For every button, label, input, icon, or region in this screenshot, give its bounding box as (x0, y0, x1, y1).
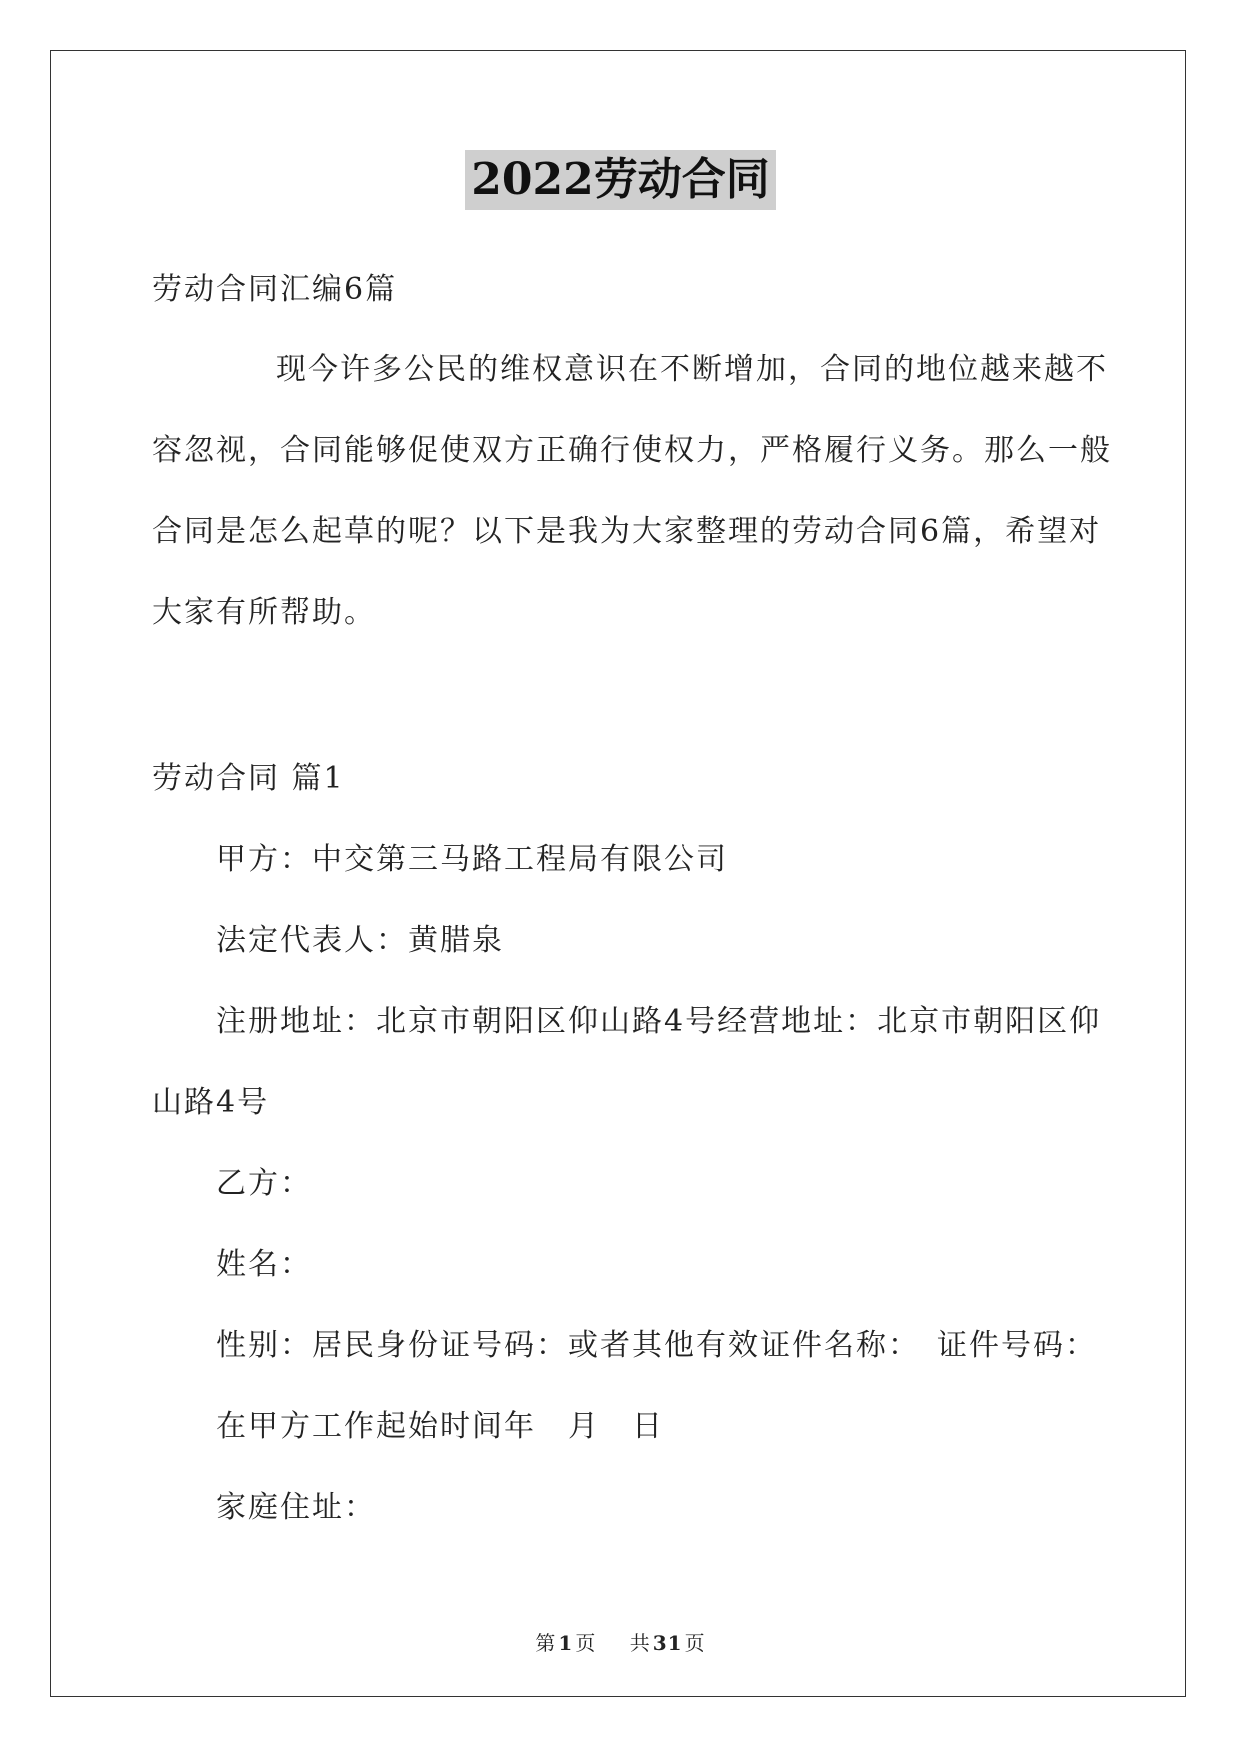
address-line: 注册地址：北京市朝阳区仰山路4号经营地址：北京市朝阳区仰 (216, 1004, 1102, 1039)
footer-total-suffix: 页 (684, 1631, 706, 1655)
legal-rep-line: 法定代表人：黄腊泉 (216, 923, 504, 958)
title-wrap (0, 150, 1241, 210)
address-continued-line: 山路4号 (152, 1085, 270, 1120)
start-date-line: 在甲方工作起始时间年 月 日 (216, 1409, 664, 1444)
footer-total-pages: 31 (652, 1631, 683, 1655)
intro-line: 现今许多公民的维权意识在不断增加，合同的地位越来越不 (276, 352, 1108, 387)
subtitle: 劳动合同汇编6篇 (152, 272, 398, 307)
intro-paragraph (152, 350, 1112, 674)
intro-line: 容忽视，合同能够促使双方正确行使权力，严格履行义务。那么一般 (152, 433, 1112, 468)
id-info-line: 性别：居民身份证号码：或者其他有效证件名称： 证件号码： (216, 1328, 1097, 1363)
intro-line: 合同是怎么起草的呢？以下是我为大家整理的劳动合同6篇，希望对 (152, 514, 1102, 549)
footer-prefix: 第 (535, 1631, 557, 1655)
party-b-line: 乙方： (216, 1166, 312, 1201)
document-title: 2022劳动合同 (465, 150, 775, 210)
intro-line: 大家有所帮助。 (152, 595, 376, 630)
footer-page-word: 页 (575, 1631, 597, 1655)
footer-total-prefix: 共 (629, 1631, 651, 1655)
home-address-line: 家庭住址： (216, 1490, 376, 1525)
section-heading: 劳动合同 篇1 (152, 761, 345, 796)
name-line: 姓名： (216, 1247, 312, 1282)
page-footer (0, 1627, 1241, 1656)
party-a-line: 甲方：中交第三马路工程局有限公司 (216, 842, 728, 877)
footer-current-page: 1 (558, 1631, 574, 1655)
